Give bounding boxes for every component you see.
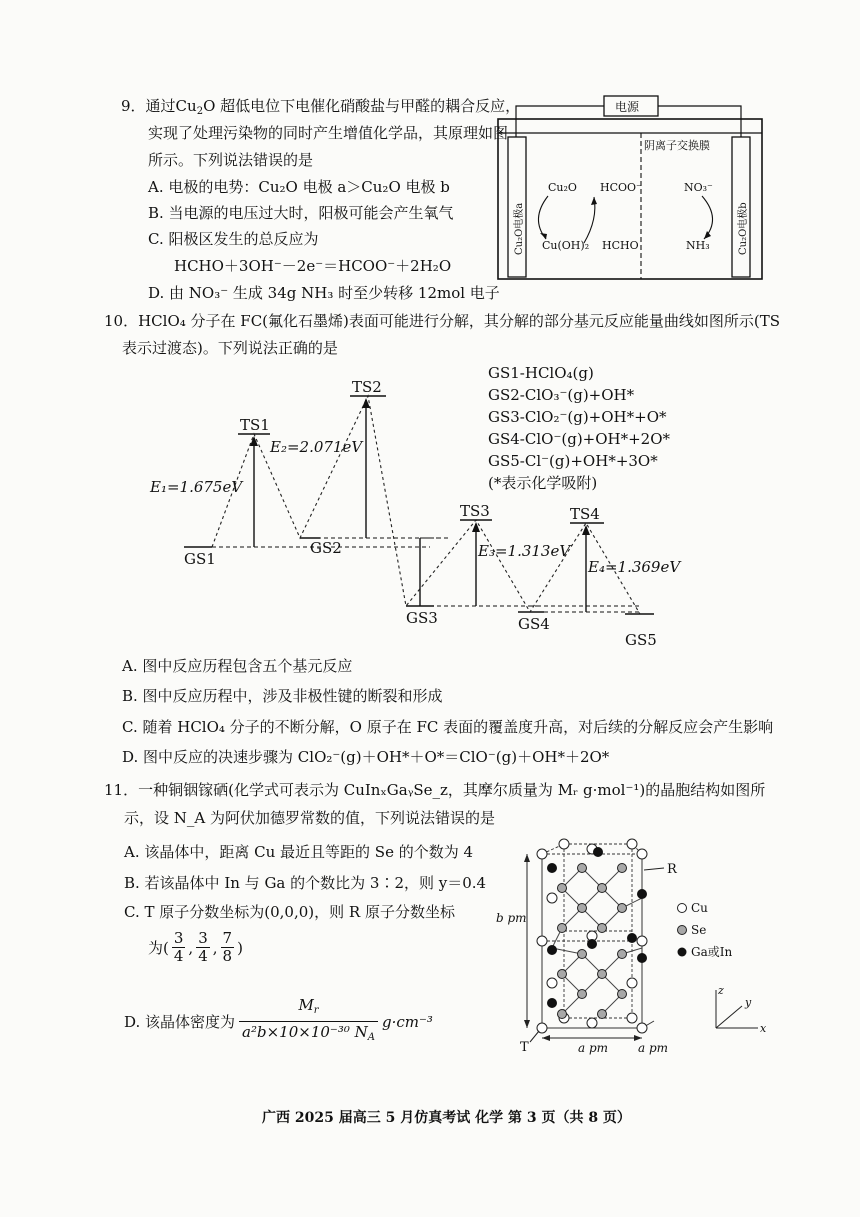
page-footer: 广西 2025 届高三 5 月仿真考试 化学 第 3 页（共 8 页） [262,1110,631,1126]
q11-number: 11． [104,781,139,799]
legend-cu: Cu [691,901,708,915]
hcoo-label: HCOO⁻ [600,181,642,194]
q11-option-d: D. 该晶体密度为 $M_r$ a²b×10×10⁻³⁰ $N_A$ g·cm⁻³ [124,995,433,1048]
e3-label: E₃=1.313eV [478,542,571,560]
q9-number: 9． [121,97,146,115]
q9-option-c-equation: HCHO＋3OH⁻－2e⁻＝HCOO⁻＋2H₂O [174,257,452,275]
legend-gs1: GS1-HClO₄(g) [488,364,594,382]
legend-note: (*表示化学吸附) [488,474,598,492]
e2-label: E₂=2.071eV [270,438,363,456]
q11-option-c-coords: 为( 3 4 , 3 4 , 7 8 ) [148,929,243,965]
ts3-label: TS3 [460,502,490,520]
q11-option-a: A. 该晶体中，距离 Cu 最近且等距的 Se 的个数为 4 [124,843,474,861]
membrane-label: 阴离子交换膜 [644,139,710,152]
t-label: T [520,1040,529,1055]
q9-option-d: D. 由 NO₃⁻ 生成 34g NH₃ 时至少转移 12mol 电子 [148,284,500,302]
axis-y: y [745,996,752,1009]
nh3-label: NH₃ [686,239,710,252]
q10-energy-diagram [120,360,770,655]
ts1-label: TS1 [240,416,270,434]
q11-option-c: C. T 原子分数坐标为(0,0,0)，则 R 原子分数坐标 [124,903,455,921]
q9-electrolysis-figure [496,93,766,283]
q9-line2: 实现了处理污染物的同时产生增值化学品，其原理如图 [148,124,509,142]
legend-ga-in: Ga或In [691,945,733,959]
r-label: R [667,862,677,877]
q10-option-d: D. 图中反应的决速步骤为 ClO₂⁻(g)＋OH*＋O*＝ClO⁻(g)＋OH*＋2O* [122,748,610,766]
legend-gs5: GS5-Cl⁻(g)+OH*+3O* [488,452,658,470]
b-label: b pm [496,911,527,925]
q11-line2: 示，设 N_A 为阿伏加德罗常数的值，下列说法错误的是 [124,809,495,827]
cuoh2-label: Cu(OH)₂ [542,239,590,252]
energy-legend [488,364,671,492]
q11-crystal-figure [492,838,782,1060]
q10-number: 10． [104,312,139,330]
q10-line1: 10．HClO₄ 分子在 FC(氟化石墨烯)表面可能进行分解，其分解的部分基元反应能量曲线如图所示(TS [104,312,781,330]
a-label-2: a pm [638,1041,669,1055]
gs5-label: GS5 [625,631,657,649]
legend-gs4: GS4-ClO⁻(g)+OH*+2O* [488,430,671,448]
q9-option-a: A. 电极的电势：Cu₂O 电极 a＞Cu₂O 电极 b [148,178,450,196]
axis-x: x [760,1022,767,1035]
legend-se: Se [691,923,707,937]
electrode-a-label: Cu₂O电极a [514,202,525,255]
q9-option-c: C. 阳极区发生的总反应为 [148,230,319,248]
q11-option-b: B. 若该晶体中 In 与 Ga 的个数比为 3∶2，则 y＝0.4 [124,874,487,892]
q11-line1: 11．一种铜铟镓硒(化学式可表示为 CuInₓGaᵧSe_z，其摩尔质量为 Mᵣ g·mol⁻¹)的晶胞结构如图所 [104,781,766,799]
cu2o-label: Cu₂O [548,181,577,194]
electrode-b-label: Cu₂O电极b [738,202,749,255]
legend-gs3: GS3-ClO₂⁻(g)+OH*+O* [488,408,667,426]
q10-option-b: B. 图中反应历程中，涉及非极性键的断裂和形成 [122,687,443,705]
a-label-1: a pm [578,1041,609,1055]
q9-line1: 9．通过$Cu_2O$ 超低电位下电催化硝酸盐与甲醛的耦合反应， [121,97,521,117]
gs3-label: GS3 [406,609,438,627]
axis-z: z [718,984,724,997]
e1-label: E₁=1.675eV [150,478,243,496]
legend-gs2: GS2-ClO₃⁻(g)+OH* [488,386,635,404]
no3-label: NO₃⁻ [684,181,713,194]
gs2-label: GS2 [310,539,342,557]
gs4-label: GS4 [518,615,550,633]
gs1-label: GS1 [184,550,216,568]
ts4-label: TS4 [570,505,600,523]
q10-option-c: C. 随着 HClO₄ 分子的不断分解，O 原子在 FC 表面的覆盖度升高，对后续的分解反应会产生影响 [122,718,774,736]
q9-line3: 所示。下列说法错误的是 [148,151,314,169]
hcho-label: HCHO [602,239,639,252]
power-label: 电源 [615,100,640,114]
q9-option-b: B. 当电源的电压过大时，阳极可能会产生氧气 [148,204,454,222]
q10-line2: 表示过渡态)。下列说法正确的是 [122,339,338,357]
q10-option-a: A. 图中反应历程包含五个基元反应 [122,657,353,675]
ts2-label: TS2 [352,378,382,396]
e4-label: E₄=1.369eV [588,558,681,576]
